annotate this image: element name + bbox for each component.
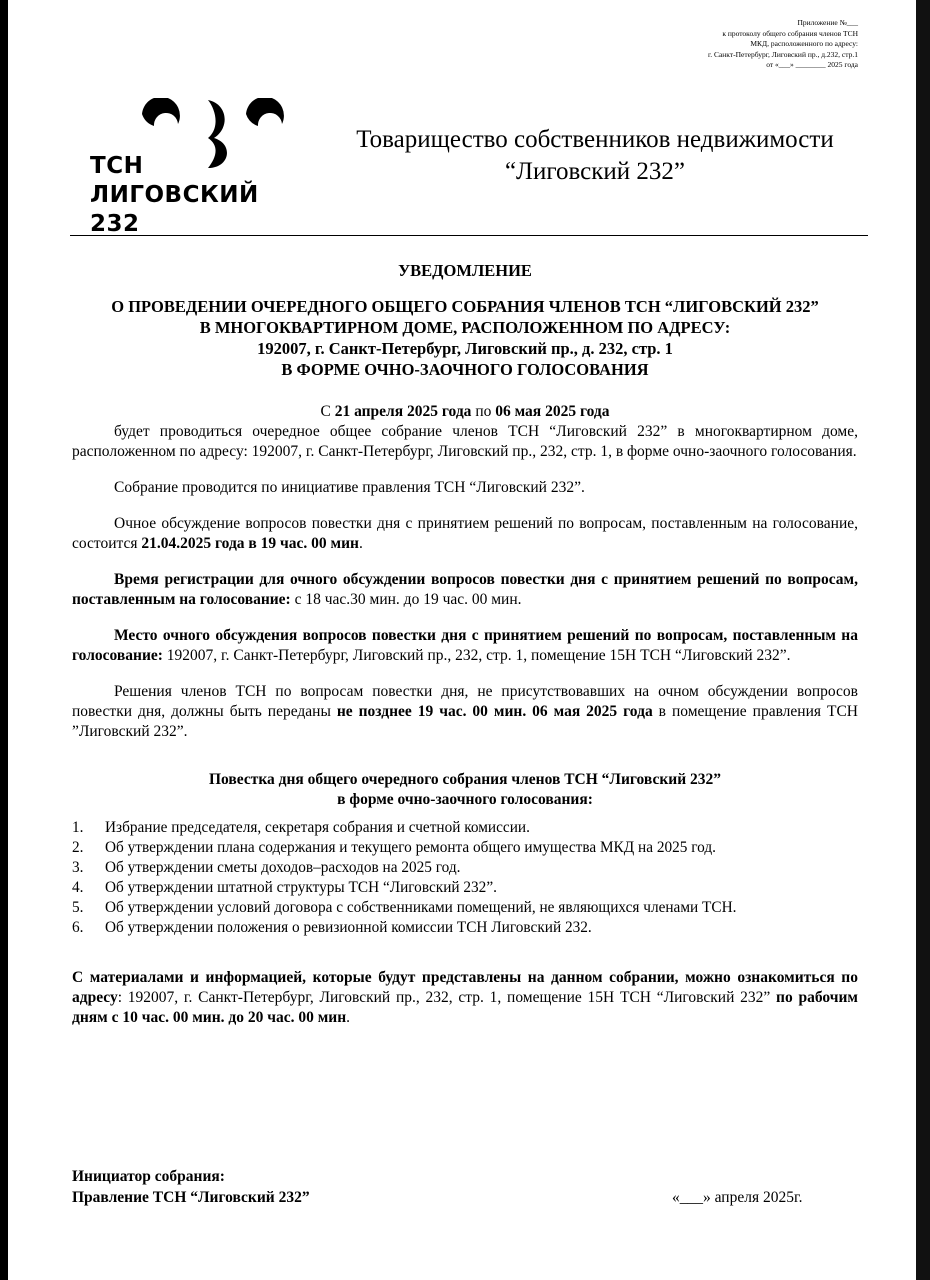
notice-heading: УВЕДОМЛЕНИЕ — [398, 261, 532, 280]
registration-label: Время регистрации для очного обсуждении вопросов повестки дня с принятием решений по вопросам, поставленным на голосование: — [72, 571, 858, 608]
annex-line: к протоколу общего собрания членов ТСН — [722, 28, 858, 38]
agenda-item — [72, 838, 858, 858]
decisions-paragraph: Решения членов ТСН по вопросам повестки дня, не присутствовавших на очном обсуждении вопросов повестки дня, должны быть переданы не позднее 19 час. 00 мин. 06 мая 2025 года в помещение правления ТСН ”Лиговский 232”. — [72, 683, 858, 740]
agenda-item-number: 3. — [72, 859, 84, 876]
annex-note — [598, 18, 858, 71]
agenda-item-text: Об утверждении положения о ревизионной комиссии ТСН Лиговский 232. — [105, 919, 592, 936]
agenda-item-text: Избрание председателя, секретаря собрания и счетной комиссии. — [105, 819, 530, 836]
logo-line: 232 — [90, 211, 140, 237]
agenda-item — [72, 918, 858, 938]
photo-edge-right — [916, 0, 930, 1280]
agenda-item-text: Об утверждении плана содержания и текущего ремонта общего имущества МКД на 2025 год. — [105, 839, 716, 856]
logo-line: ЛИГОВСКИЙ — [90, 182, 259, 208]
agenda-item — [72, 818, 858, 838]
registration-paragraph: Время регистрации для очного обсуждении вопросов повестки дня с принятием решений по вопросам, поставленным на голосование: с 18 час.30 мин. до 19 час. 00 мин. — [72, 571, 858, 608]
in-person-paragraph: Очное обсуждение вопросов повестки дня с принятием решений по вопросам, поставленным на голосование, состоится 21.04.2025 года в 19 час. 00 мин. — [72, 515, 858, 552]
agenda-title-line: Повестка дня общего очередного собрания членов ТСН “Лиговский 232” — [208, 771, 722, 788]
notice-subtitle-line: В МНОГОКВАРТИРНОМ ДОМЕ, РАСПОЛОЖЕННОМ ПО АДРЕСУ: — [199, 318, 731, 337]
notice-subtitle-line: О ПРОВЕДЕНИИ ОЧЕРЕДНОГО ОБЩЕГО СОБРАНИЯ ЧЛЕНОВ ТСН “ЛИГОВСКИЙ 232” — [111, 297, 819, 316]
materials-label: С материалами и информацией, которые будут представлены на данном собрании, можно ознакомиться по адресу — [72, 969, 858, 1006]
location-label: Место очного обсуждения вопросов повестки дня с принятием решений по вопросам, поставленным на голосование: — [72, 627, 858, 664]
signature-block — [72, 1166, 310, 1208]
org-line: “Лиговский 232” — [504, 158, 686, 185]
period-to: 06 мая 2025 года — [495, 403, 610, 420]
signature-date: «___» апреля 2025г. — [672, 1189, 803, 1206]
header-divider — [70, 235, 868, 236]
agenda-item — [72, 858, 858, 878]
in-person-datetime: 21.04.2025 года в 19 час. 00 мин — [141, 535, 359, 552]
initiative-paragraph: Собрание проводится по инициативе правления ТСН “Лиговский 232”. — [114, 479, 585, 496]
agenda-item — [72, 878, 858, 898]
agenda-title — [72, 770, 858, 810]
materials-paragraph: С материалами и информацией, которые будут представлены на данном собрании, можно ознакомиться по адресу: 192007, г. Санкт-Петербург, Лиговский пр., 232, стр. 1, помещение 15Н ТСН “Лиговский 232” по рабочим дням с 10 час. 00 мин. до 20 час. 00 мин. — [72, 969, 858, 1026]
notice-subtitle-line: 192007, г. Санкт-Петербург, Лиговский пр., д. 232, стр. 1 — [257, 339, 673, 358]
notice-body — [72, 402, 858, 1028]
agenda-item-number: 1. — [72, 819, 84, 836]
annex-line: Приложение №___ — [797, 18, 858, 27]
notice-subtitle — [60, 296, 870, 380]
annex-line: МКД, расположенного по адресу: — [750, 39, 858, 48]
agenda-list — [72, 818, 858, 938]
agenda-item-number: 6. — [72, 919, 84, 936]
period-from: 21 апреля 2025 года — [334, 403, 472, 420]
agenda-item-text: Об утверждении условий договора с собственниками помещений, не являющихся членами ТСН. — [105, 899, 737, 916]
tsn-logo-wordmark — [90, 152, 259, 239]
photo-edge-left — [0, 0, 8, 1280]
decisions-deadline: не позднее 19 час. 00 мин. 06 мая 2025 года — [336, 703, 653, 720]
annex-line: г. Санкт-Петербург, Лиговский пр., д.232, стр.1 — [707, 49, 858, 59]
agenda-item-text: Об утверждении штатной структуры ТСН “Лиговский 232”. — [105, 879, 497, 896]
agenda-item-text: Об утверждении сметы доходов–расходов на 2025 год. — [105, 859, 461, 876]
agenda-item-number: 4. — [72, 879, 84, 896]
materials-hours: по рабочим дням с 10 час. 00 мин. до 20 час. 00 мин — [72, 989, 858, 1026]
signature-line: Правление ТСН “Лиговский 232” — [72, 1189, 310, 1206]
org-line: Товарищество собственников недвижимости — [356, 126, 834, 153]
organization-name — [300, 124, 890, 188]
agenda-title-line: в форме очно-заочного голосования: — [337, 791, 593, 808]
logo-line: ТСН — [90, 153, 144, 179]
agenda-item — [72, 898, 858, 918]
meeting-period: С 21 апреля 2025 года по 06 мая 2025 года — [320, 403, 610, 420]
signature-line: Инициатор собрания: — [72, 1168, 225, 1185]
annex-line: от «___» ________ 2025 года — [766, 60, 858, 69]
notice-subtitle-line: В ФОРМЕ ОЧНО-ЗАОЧНОГО ГОЛОСОВАНИЯ — [281, 360, 649, 379]
agenda-item-number: 2. — [72, 839, 84, 856]
intro-paragraph: будет проводиться очередное общее собрание членов ТСН “Лиговский 232” в многоквартирном доме, расположенном по адресу: 192007, г. Санкт-Петербург, Лиговский пр., 232, стр. 1, в форме очно-заочного голосования. — [72, 423, 858, 460]
location-paragraph: Место очного обсуждения вопросов повестки дня с принятием решений по вопросам, поставленным на голосование: 192007, г. Санкт-Петербург, Лиговский пр., 232, стр. 1, помещение 15Н ТСН “Лиговский 232”. — [72, 627, 858, 664]
agenda-item-number: 5. — [72, 899, 84, 916]
